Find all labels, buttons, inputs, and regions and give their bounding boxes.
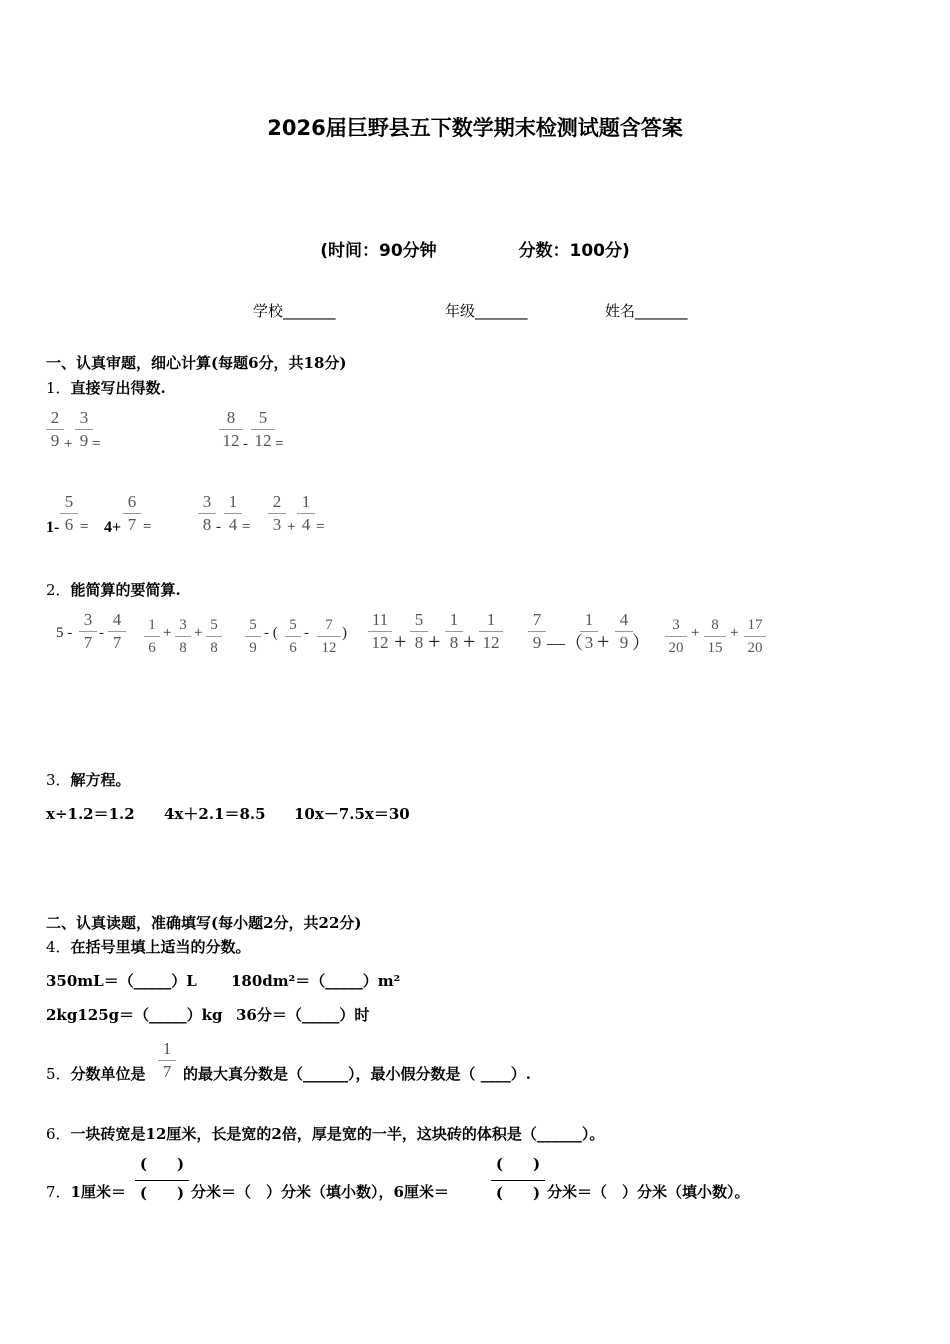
question-text: 能简算的要简算. [70,581,181,599]
fill-item: 36分＝（_____）时 [236,1006,370,1024]
page-title: 2026届巨野县五下数学期末检测试题含答案 [267,116,683,140]
equals-sign: = [143,519,152,535]
equals-sign: = [275,436,284,452]
numerator: 2 [272,492,282,511]
question-number: 3． [46,771,71,789]
question-number: 6． [46,1125,71,1143]
question-text: 解方程。 [70,771,131,789]
question-number: 4． [46,938,71,956]
fraction [615,609,633,654]
fraction [251,407,275,452]
fraction [285,614,301,659]
blank-numerator: ( ) [495,1155,541,1173]
denominator: 12 [482,633,500,652]
fraction-bar [135,1180,189,1181]
name-field: 姓名_______ [605,302,688,320]
integer-term: 5 - [56,625,73,641]
question-number: 2． [46,581,71,599]
section-heading-2: 二、认真读题，准确填写(每小题2分，共22分) [46,914,362,932]
exam-subtitle [0,236,950,261]
numerator: 5 [249,617,257,633]
numerator: 17 [747,617,763,633]
numerator: 4 [619,610,629,629]
plus-sign: + [597,629,610,654]
question-text: 的最大真分数是（______），最小假分数是（ ____）. [183,1065,531,1083]
fraction [479,609,503,654]
plus-sign: + [287,519,296,535]
plus-sign: + [730,625,739,641]
equals-sign: = [242,519,251,535]
question-4 [46,936,251,957]
fraction [219,407,243,452]
fraction [60,491,78,536]
blank-denominator: ( ) [139,1184,185,1202]
denominator: 9 [532,633,542,652]
denominator: 8 [202,515,212,534]
question-3 [46,769,131,790]
fraction [704,614,726,659]
denominator: 8 [179,640,187,656]
fraction [528,609,546,654]
right-paren: ） [632,633,650,653]
denominator: 7 [162,1062,172,1081]
numerator: 3 [202,492,212,511]
question-1 [46,377,166,398]
denominator: 6 [289,640,297,656]
fraction [46,407,64,452]
blank-denominator: ( ) [495,1184,541,1202]
denominator: 12 [321,640,337,656]
denominator: 12 [222,431,240,450]
fraction [297,491,315,536]
minus-sign: - [243,436,248,452]
denominator: 12 [254,431,272,450]
numerator: 5 [414,610,424,629]
numerator: 3 [83,610,93,629]
question-text: 分米＝（ ）分米（填小数）。 [547,1183,750,1201]
denominator: 7 [127,515,137,534]
question-text: 分米＝（ ）分米（填小数），6厘米＝ [191,1183,449,1201]
fraction [108,609,126,654]
numerator: 6 [127,492,137,511]
fraction [224,491,242,536]
denominator: 8 [449,633,459,652]
numerator: 1 [584,610,594,629]
numerator: 5 [210,617,218,633]
numerator: 1 [228,492,238,511]
denominator: 8 [210,640,218,656]
numerator: 3 [672,617,680,633]
grade-field: 年级_______ [445,302,528,320]
total-score: 分数：100分) [518,241,630,261]
fraction [245,614,261,659]
fill-item: 350mL＝（_____）L [46,972,197,990]
numerator: 1 [162,1039,172,1058]
minus-sign: - [216,519,221,535]
question-6 [46,1123,604,1144]
right-paren: ) [342,625,347,641]
fraction [744,614,766,659]
fraction [198,491,216,536]
fraction [206,614,222,659]
section-heading-1: 一、认真审题，细心计算(每题6分，共18分) [46,354,347,372]
numerator: 3 [179,617,187,633]
plus-sign: + [64,436,73,452]
question-number: 1． [46,379,71,397]
fraction [317,614,341,659]
denominator: 9 [249,640,257,656]
plus-sign: + [194,625,203,641]
question-5 [46,1063,146,1084]
denominator: 7 [112,633,122,652]
question-7 [46,1181,126,1202]
fraction [580,609,598,654]
time-limit: (时间：90分钟 [320,241,437,261]
numerator: 2 [50,408,60,427]
question-text: 直接写出得数. [70,379,166,397]
numerator: 8 [711,617,719,633]
equals-sign: = [92,436,101,452]
fraction-bar [491,1180,545,1181]
numerator: 7 [532,610,542,629]
fraction [368,609,392,654]
minus-paren: - ( [264,625,278,641]
numerator: 5 [64,492,74,511]
minus-sign: - [304,625,309,641]
numerator: 7 [325,617,333,633]
denominator: 9 [79,431,89,450]
denominator: 8 [414,633,424,652]
denominator: 4 [228,515,238,534]
plus-sign: + [691,625,700,641]
denominator: 15 [707,640,723,656]
fraction [123,491,141,536]
question-number: 7． [46,1183,71,1201]
numerator: 4 [112,610,122,629]
numerator: 1 [449,610,459,629]
minus-paren: —（ [547,633,583,653]
denominator: 20 [747,640,763,656]
fill-item: 2kg125g＝（_____）kg [46,1006,223,1024]
numerator: 1 [301,492,311,511]
fraction [79,609,97,654]
denominator: 20 [668,640,684,656]
numerator: 11 [371,610,389,629]
integer-term: 1- [46,519,60,536]
plus-sign: + [394,629,407,654]
denominator: 4 [301,515,311,534]
fraction [158,1038,176,1083]
question-text: 在括号里填上适当的分数。 [70,938,251,956]
denominator: 6 [148,640,156,656]
question-2 [46,579,181,600]
equals-sign: = [316,519,325,535]
question-text: 一块砖宽是12厘米，长是宽的2倍，厚是宽的一半，这块砖的体积是（______）。 [70,1125,605,1143]
numerator: 1 [486,610,496,629]
fraction [144,614,160,659]
plus-sign: + [428,629,441,654]
fraction [175,614,191,659]
question-text: 分数单位是 [70,1065,146,1083]
question-number: 5． [46,1065,71,1083]
fraction [410,609,428,654]
equation-1: x÷1.2＝1.2 [46,805,135,823]
fraction [445,609,463,654]
denominator: 9 [50,431,60,450]
denominator: 9 [619,633,629,652]
equals-sign: = [80,519,89,535]
numerator: 8 [226,408,236,427]
numerator: 5 [289,617,297,633]
denominator: 12 [371,633,389,652]
equation-3: 10x－7.5x＝30 [294,805,410,823]
fraction [75,407,93,452]
numerator: 3 [79,408,89,427]
plus-sign: + [163,625,172,641]
school-field: 学校_______ [253,302,336,320]
plus-sign: + [463,629,476,654]
denominator: 7 [83,633,93,652]
fill-item: 180dm²＝（_____）m² [231,972,401,990]
denominator: 6 [64,515,74,534]
blank-numerator: ( ) [139,1155,185,1173]
fraction [665,614,687,659]
equation-2: 4x＋2.1＝8.5 [164,805,266,823]
numerator: 1 [148,617,156,633]
fraction [268,491,286,536]
integer-term: 4+ [104,519,122,536]
numerator: 5 [258,408,268,427]
minus-sign: - [99,625,104,641]
question-text: 1厘米＝ [70,1183,126,1201]
denominator: 3 [272,515,282,534]
denominator: 3 [584,633,594,652]
